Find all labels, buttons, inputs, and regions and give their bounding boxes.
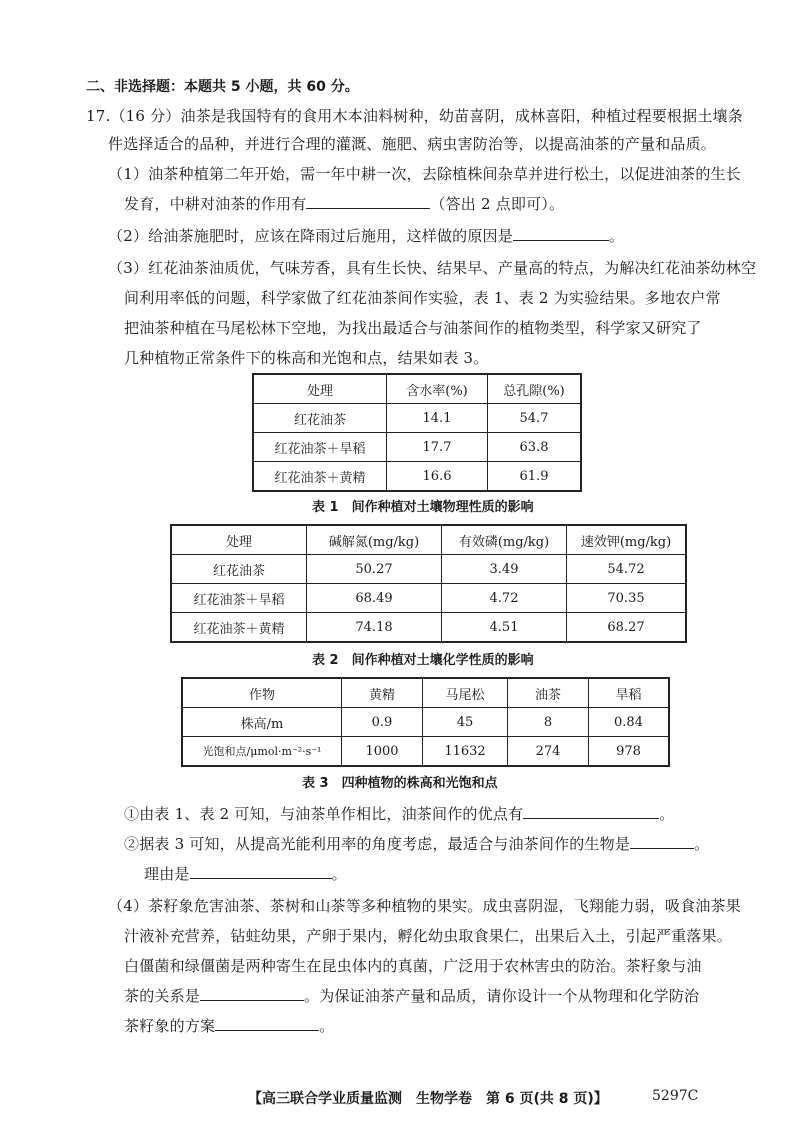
q17-part4-line1: （4）茶籽象危害油茶、茶树和山茶等多种植物的果实。成虫喜阴湿，飞翔能力弱，吸食油茶果 xyxy=(108,897,741,915)
q17-part3-line1: （3）红花油茶油质优，气味芳香，具有生长快、结果早、产量高的特点，为解决红花油茶幼林空 xyxy=(108,259,757,277)
table-cell: 红花油茶＋旱稻 xyxy=(171,584,307,613)
table-cell: 4.51 xyxy=(442,613,567,643)
table-cell: 274 xyxy=(508,737,589,767)
table-1 xyxy=(252,373,582,492)
table-cell: 17.7 xyxy=(387,433,488,462)
table-header-cell: 总孔隙(%) xyxy=(488,374,582,404)
answer-blank[interactable] xyxy=(306,190,430,209)
table-cell: 红花油茶＋黄精 xyxy=(253,462,387,492)
table-2 xyxy=(170,524,687,643)
table-cell: 14.1 xyxy=(387,404,488,433)
table-cell: 16.6 xyxy=(387,462,488,492)
section-heading: 二、非选择题：本题共 5 小题，共 60 分。 xyxy=(86,79,359,95)
paper-code: 5297C xyxy=(652,1088,699,1104)
table-cell: 1000 xyxy=(342,737,423,767)
table-cell: 54.72 xyxy=(567,555,687,584)
answer-blank[interactable] xyxy=(523,800,659,819)
table-cell: 3.49 xyxy=(442,555,567,584)
table-row xyxy=(253,433,581,462)
q17-intro-line1: 17.（16 分）油茶是我国特有的食用木本油料树种，幼苗喜阴，成林喜阳，种植过程要根据土壤条 xyxy=(86,107,743,125)
table-cell: 0.9 xyxy=(342,708,423,737)
table-header-cell: 马尾松 xyxy=(423,678,508,708)
table-header-cell: 处理 xyxy=(253,374,387,404)
table-cell: 978 xyxy=(589,737,670,767)
q17-part3-line4: 几种植物正常条件下的株高和光饱和点，结果如表 3。 xyxy=(124,349,489,367)
table-cell: 50.27 xyxy=(307,555,442,584)
table-header-cell: 作物 xyxy=(182,678,342,708)
table-row xyxy=(171,584,686,613)
q17-sub2-line2: 理由是 。 xyxy=(144,860,347,888)
table-cell: 68.27 xyxy=(567,613,687,643)
q17-intro-line2: 件选择适合的品种，并进行合理的灌溉、施肥、病虫害防治等，以提高油茶的产量和品质。 xyxy=(108,135,717,153)
table-cell: 8 xyxy=(508,708,589,737)
table-cell: 68.49 xyxy=(307,584,442,613)
table-header-cell: 有效磷(mg/kg) xyxy=(442,525,567,555)
table-cell: 4.72 xyxy=(442,584,567,613)
table-3-caption: 表 3 四种植物的株高和光饱和点 xyxy=(302,776,498,791)
table-cell: 63.8 xyxy=(488,433,582,462)
table-header-cell: 速效钾(mg/kg) xyxy=(567,525,687,555)
table-2-caption: 表 2 间作种植对土壤化学性质的影响 xyxy=(312,653,534,668)
table-header-row xyxy=(253,374,581,404)
table-cell: 红花油茶 xyxy=(171,555,307,584)
table-header-cell: 处理 xyxy=(171,525,307,555)
table-cell: 70.35 xyxy=(567,584,687,613)
answer-blank[interactable] xyxy=(200,982,304,1001)
table-cell: 45 xyxy=(423,708,508,737)
answer-blank[interactable] xyxy=(630,830,694,849)
q17-part3-line3: 把油茶种植在马尾松林下空地，为找出最适合与油茶间作的植物类型，科学家又研究了 xyxy=(124,319,702,337)
table-header-row xyxy=(182,678,669,708)
table-header-cell: 黄精 xyxy=(342,678,423,708)
answer-blank[interactable] xyxy=(190,860,332,879)
table-cell: 54.7 xyxy=(488,404,582,433)
table-1-caption: 表 1 间作种植对土壤物理性质的影响 xyxy=(312,500,534,515)
page-footer: 【高三联合学业质量监测 生物学卷 第 6 页(共 8 页)】 xyxy=(248,1091,608,1107)
q17-part3-line2: 间利用率低的问题，科学家做了红花油茶间作实验，表 1、表 2 为实验结果。多地农户常 xyxy=(124,289,721,307)
table-row xyxy=(182,737,669,767)
table-cell: 光饱和点/μmol·m⁻²·s⁻¹ xyxy=(182,737,342,767)
table-header-cell: 碱解氮(mg/kg) xyxy=(307,525,442,555)
table-header-cell: 旱稻 xyxy=(589,678,670,708)
q17-part1-line1: （1）油茶种植第二年开始，需一年中耕一次，去除植株间杂草并进行松土，以促进油茶的生长 xyxy=(108,165,741,183)
table-cell: 11632 xyxy=(423,737,508,767)
table-header-cell: 含水率(%) xyxy=(387,374,488,404)
table-header-row xyxy=(171,525,686,555)
table-cell: 株高/m xyxy=(182,708,342,737)
table-row xyxy=(253,404,581,433)
table-row xyxy=(253,462,581,492)
table-header-cell: 油茶 xyxy=(508,678,589,708)
table-3 xyxy=(181,677,670,767)
q17-part2: （2）给油茶施肥时，应该在降雨过后施用，这样做的原因是 。 xyxy=(108,222,624,250)
table-cell: 61.9 xyxy=(488,462,582,492)
q17-part4-line5: 茶籽象的方案 。 xyxy=(124,1012,334,1040)
table-cell: 红花油茶＋黄精 xyxy=(171,613,307,643)
table-row xyxy=(182,708,669,737)
q17-part4-line2: 汁液补充营养，钻蛀幼果，产卵于果内，孵化幼虫取食果仁，出果后入土，引起严重落果。 xyxy=(124,927,733,945)
q17-sub1: ①由表 1、表 2 可知，与油茶单作相比，油茶间作的优点有 。 xyxy=(124,800,674,828)
answer-blank[interactable] xyxy=(215,1012,319,1031)
q17-sub2-line1: ②据表 3 可知，从提高光能利用率的角度考虑，最适合与油茶间作的生物是 。 xyxy=(124,830,709,858)
table-row xyxy=(171,555,686,584)
q17-part1-line2: 发育，中耕对油茶的作用有 （答出 2 点即可）。 xyxy=(124,190,564,218)
table-cell: 74.18 xyxy=(307,613,442,643)
q17-part4-line4: 茶的关系是 。为保证油茶产量和品质，请你设计一个从物理和化学防治 xyxy=(124,982,699,1010)
q17-part4-line3: 白僵菌和绿僵菌是两种寄生在昆虫体内的真菌，广泛用于农林害虫的防治。茶籽象与油 xyxy=(124,957,702,975)
table-row xyxy=(171,613,686,643)
table-cell: 0.84 xyxy=(589,708,670,737)
table-cell: 红花油茶＋旱稻 xyxy=(253,433,387,462)
table-cell: 红花油茶 xyxy=(253,404,387,433)
answer-blank[interactable] xyxy=(513,222,609,241)
